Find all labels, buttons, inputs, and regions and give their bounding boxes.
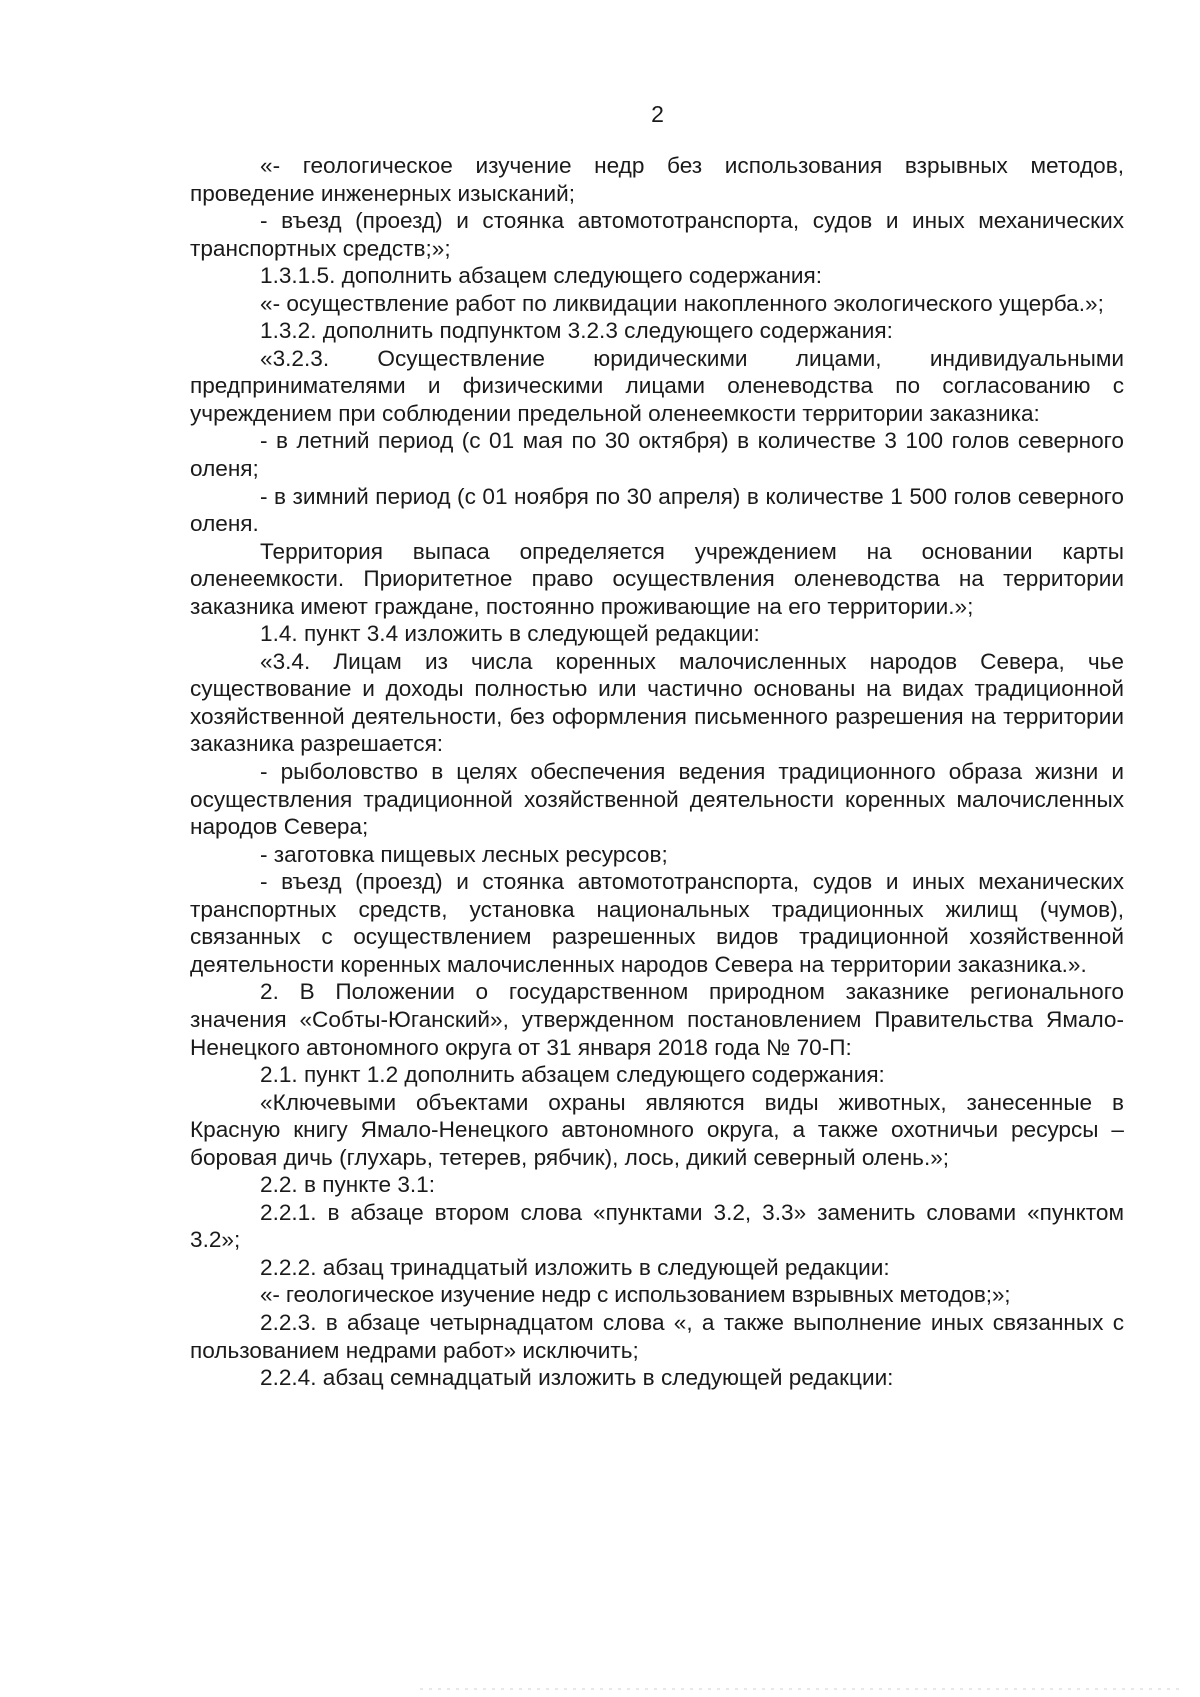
paragraph: 1.3.2. дополнить подпунктом 3.2.3 следующего содержания:	[260, 318, 893, 344]
paragraph: «- осуществление работ по ликвидации накопленного экологического ущерба.»;	[260, 290, 1104, 316]
paragraph: - заготовка пищевых лесных ресурсов;	[260, 841, 668, 867]
paragraph: 1.3.1.5. дополнить абзацем следующего содержания:	[260, 263, 823, 289]
paragraph: «- геологическое изучение недр с использованием взрывных методов;»;	[260, 1282, 1011, 1308]
paragraph: 2.2. в пункте 3.1:	[260, 1172, 436, 1198]
paragraph: Территория выпаса определяется учреждением на основании карты оленеемкости. Приоритетное право осуществления оленеводства на территории заказника имеют граждане, постоянно проживающие на его территории.»;	[190, 538, 1124, 619]
paragraph: - въезд (проезд) и стоянка автомототранспорта, судов и иных механических транспортных средств;»;	[190, 208, 1124, 261]
paragraph: «3.4. Лицам из числа коренных малочисленных народов Севера, чье существование и доходы полностью или частично основаны на видах традиционной хозяйственной деятельности, без оформления письменного разрешения на территории заказника разрешается:	[190, 648, 1124, 757]
paragraph: 2.2.2. абзац тринадцатый изложить в следующей редакции:	[260, 1254, 890, 1280]
paragraph: - рыболовство в целях обеспечения ведения традиционного образа жизни и осуществления традиционной хозяйственной деятельности коренных малочисленных народов Севера;	[190, 759, 1124, 840]
paragraph: - в зимний период (с 01 ноября по 30 апреля) в количестве 1 500 голов северного оленя.	[190, 483, 1124, 537]
document-body	[190, 152, 1124, 1392]
paragraph: 2.1. пункт 1.2 дополнить абзацем следующего содержания:	[260, 1062, 885, 1088]
page-number: 2	[651, 101, 664, 127]
paragraph: «Ключевыми объектами охраны являются виды животных, занесенные в Красную книгу Ямало-Ненецкого автономного округа, а также охотничьи ресурсы – боровая дичь (глухарь, тетерев, рябчик), лось, дикий северный олень.»;	[190, 1089, 1124, 1170]
paragraph: - в летний период (с 01 мая по 30 октября) в количестве 3 100 голов северного оленя;	[190, 428, 1124, 482]
paragraph: «- геологическое изучение недр без использования взрывных методов, проведение инженерных изысканий;	[190, 153, 1124, 206]
paragraph: 1.4. пункт 3.4 изложить в следующей редакции:	[260, 621, 760, 647]
paragraph: 2.2.1. в абзаце втором слова «пунктами 3.2, 3.3» заменить словами «пунктом 3.2»;	[190, 1199, 1124, 1253]
paragraph: «3.2.3. Осуществление юридическими лицами, индивидуальными предпринимателями и физическими лицами оленеводства по согласованию с учреждением при соблюдении предельной оленеемкости территории заказника:	[190, 345, 1124, 426]
paragraph: - въезд (проезд) и стоянка автомототранспорта, судов и иных механических транспортных средств, установка национальных традиционных жилищ (чумов), связанных с осуществлением разрешенных видов традиционной хозяйственной деятельности коренных малочисленных народов Севера на территории заказника.».	[190, 869, 1124, 977]
paragraph: 2.2.4. абзац семнадцатый изложить в следующей редакции:	[260, 1365, 894, 1391]
paragraph: 2. В Положении о государственном природном заказнике регионального значения «Собты-Юганский», утвержденном постановлением Правительства Ямало-Ненецкого автономного округа от 31 января 2018 года № 70-П:	[190, 979, 1124, 1060]
paragraph: 2.2.3. в абзаце четырнадцатом слова «, а также выполнение иных связанных с пользованием недрами работ» исключить;	[190, 1309, 1124, 1363]
scan-artifact-line	[420, 1688, 1180, 1690]
